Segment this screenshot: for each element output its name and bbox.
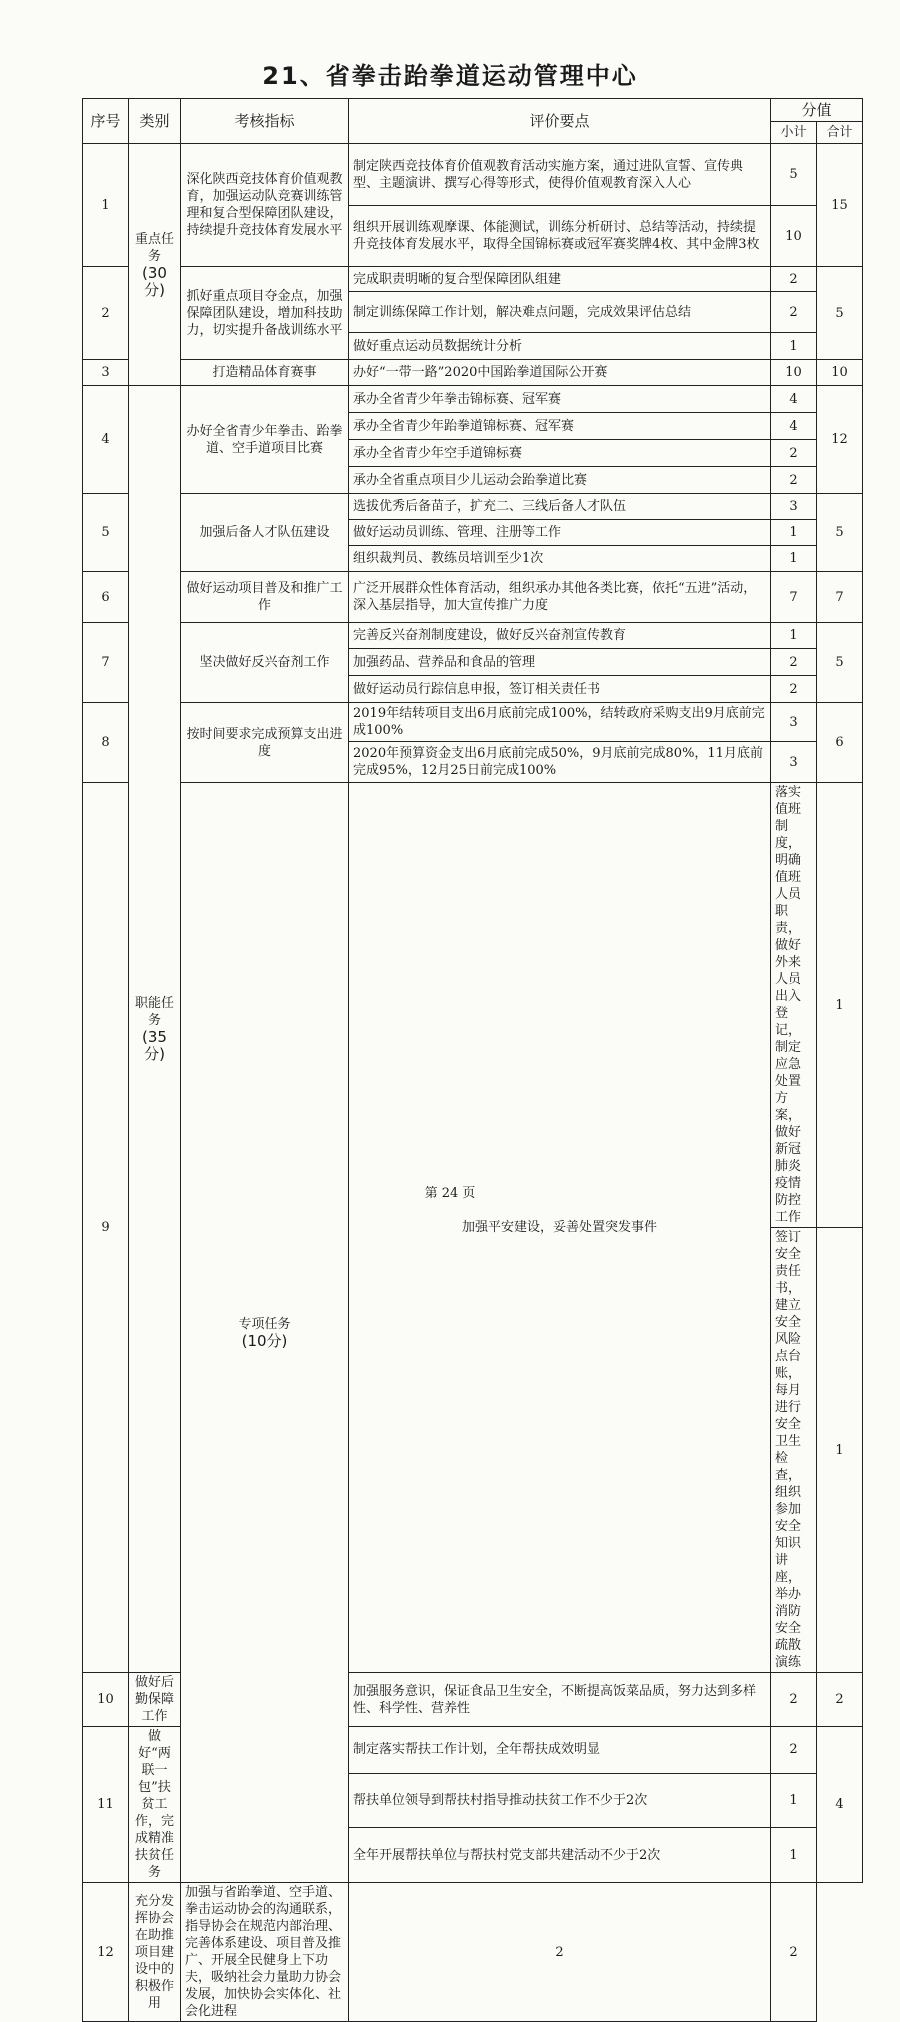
row-11-indicator: 做好“两联一包”扶贫工作，完成精准扶贫任务 <box>129 1727 181 1883</box>
category-key <box>129 144 181 386</box>
row-3-point-1: 办好“一带一路”2020中国跆拳道国际公开赛 <box>349 360 771 386</box>
row-2-point-1-score: 2 <box>771 267 817 292</box>
row-2-point-2: 制定训练保障工作计划，解决难点问题，完成效果评估总结 <box>349 292 771 333</box>
row-7-indicator: 坚决做好反兴奋剂工作 <box>181 623 349 703</box>
row-6-seq: 6 <box>83 572 129 623</box>
category-func-score: (35分) <box>142 1028 167 1063</box>
row-4-point-4: 承办全省重点项目少儿运动会跆拳道比赛 <box>349 467 771 494</box>
row-9-point-1: 落实值班制度，明确值班人员职责，做好外来人员出入登记，制定应急处置方案，做好新冠肺炎疫情防控工作 <box>771 783 817 1228</box>
row-9-point-1-score: 1 <box>817 783 863 1228</box>
category-func <box>129 386 181 1673</box>
row-7-point-2-score: 2 <box>771 649 817 676</box>
row-1-point-2-score: 10 <box>771 206 817 267</box>
row-2-point-1: 完成职责明晰的复合型保障团队组建 <box>349 267 771 292</box>
row-10-indicator: 做好后勤保障工作 <box>129 1673 181 1727</box>
row-11-point-1-score: 2 <box>771 1727 817 1774</box>
row-8-point-2: 2020年预算资金支出6月底前完成50%，9月底前完成80%，11月底前完成95%，12月25日前完成100% <box>349 742 771 783</box>
row-4-point-1-score: 4 <box>771 386 817 413</box>
row-4-point-2: 承办全省青少年跆拳道锦标赛、冠军赛 <box>349 413 771 440</box>
row-6-indicator: 做好运动项目普及和推广工作 <box>181 572 349 623</box>
row-4-total: 12 <box>817 386 863 494</box>
row-4-point-4-score: 2 <box>771 467 817 494</box>
row-4-seq: 4 <box>83 386 129 494</box>
header-seq: 序号 <box>83 99 129 144</box>
row-4-indicator: 办好全省青少年拳击、跆拳道、空手道项目比赛 <box>181 386 349 494</box>
row-9-indicator: 加强平安建设，妥善处置突发事件 <box>349 783 771 1673</box>
row-5-point-1: 选拔优秀后备苗子，扩充二、三线后备人才队伍 <box>349 494 771 520</box>
header-subtotal: 小计 <box>771 122 817 144</box>
row-1-indicator: 深化陕西竞技体育价值观教育，加强运动队竞赛训练管理和复合型保障团队建设，持续提升竞技体育发展水平 <box>181 144 349 267</box>
row-2-indicator: 抓好重点项目夺金点，加强保障团队建设，增加科技助力，切实提升备战训练水平 <box>181 267 349 360</box>
row-9-seq: 9 <box>83 783 129 1673</box>
row-11-point-3-score: 1 <box>771 1828 817 1883</box>
row-2-total: 5 <box>817 267 863 360</box>
row-7-point-3: 做好运动员行踪信息申报，签订相关责任书 <box>349 676 771 703</box>
row-2-point-3: 做好重点运动员数据统计分析 <box>349 333 771 360</box>
row-8-total: 6 <box>817 703 863 783</box>
header-points: 评价要点 <box>349 99 771 144</box>
row-6-total: 7 <box>817 572 863 623</box>
row-3-total: 10 <box>817 360 863 386</box>
row-10-seq: 10 <box>83 1673 129 1727</box>
row-7-seq: 7 <box>83 623 129 703</box>
row-4-point-3-score: 2 <box>771 440 817 467</box>
row-8-point-2-score: 3 <box>771 742 817 783</box>
page-number: 第 24 页 <box>424 1186 476 1201</box>
row-11-point-1: 制定落实帮扶工作计划，全年帮扶成效明显 <box>349 1727 771 1774</box>
row-5-point-3-score: 1 <box>771 546 817 572</box>
row-8-indicator: 按时间要求完成预算支出进度 <box>181 703 349 783</box>
header-indicator: 考核指标 <box>181 99 349 144</box>
row-10-total: 2 <box>817 1673 863 1727</box>
category-special-score: (10分) <box>241 1331 288 1350</box>
row-5-indicator: 加强后备人才队伍建设 <box>181 494 349 572</box>
header-category: 类别 <box>129 99 181 144</box>
header-score: 分值 <box>771 99 863 122</box>
category-special-name: 专项任务 <box>238 1316 291 1332</box>
row-6-point-1-score: 7 <box>771 572 817 623</box>
row-1-seq: 1 <box>83 144 129 267</box>
row-5-total: 5 <box>817 494 863 572</box>
row-2-point-3-score: 1 <box>771 333 817 360</box>
row-2-seq: 2 <box>83 267 129 360</box>
row-5-point-2: 做好运动员训练、管理、注册等工作 <box>349 520 771 546</box>
row-12-seq: 12 <box>83 1883 129 2022</box>
row-4-point-1: 承办全省青少年拳击锦标赛、冠军赛 <box>349 386 771 413</box>
category-func-name: 职能任务 <box>134 996 174 1028</box>
row-5-point-2-score: 1 <box>771 520 817 546</box>
row-7-total: 5 <box>817 623 863 703</box>
row-9-point-2: 签订安全责任书，建立安全风险点台账，每月进行安全卫生检查，组织参加安全知识讲座，举办消防安全疏散演练 <box>771 1228 817 1673</box>
row-9-point-2-score: 1 <box>817 1228 863 1673</box>
row-11-point-2: 帮扶单位领导到帮扶村指导推动扶贫工作不少于2次 <box>349 1773 771 1828</box>
row-5-seq: 5 <box>83 494 129 572</box>
header-total: 合计 <box>817 122 863 144</box>
category-special <box>181 783 349 1883</box>
row-5-point-3: 组织裁判员、教练员培训至少1次 <box>349 546 771 572</box>
document-title: 21、省拳击跆拳道运动管理中心 <box>262 62 638 90</box>
row-5-point-1-score: 3 <box>771 494 817 520</box>
row-6-point-1: 广泛开展群众性体育活动，组织承办其他各类比赛，依托“五进”活动，深入基层指导，加大宣传推广力度 <box>349 572 771 623</box>
row-4-point-3: 承办全省青少年空手道锦标赛 <box>349 440 771 467</box>
row-11-point-2-score: 1 <box>771 1773 817 1828</box>
row-10-point-1: 加强服务意识，保证食品卫生安全，不断提高饭菜品质，努力达到多样性、科学性、营养性 <box>349 1673 771 1727</box>
row-7-point-1-score: 1 <box>771 623 817 649</box>
row-2-point-2-score: 2 <box>771 292 817 333</box>
row-8-point-1: 2019年结转项目支出6月底前完成100%，结转政府采购支出9月底前完成100% <box>349 703 771 742</box>
row-7-point-3-score: 2 <box>771 676 817 703</box>
row-7-point-1: 完善反兴奋剂制度建设，做好反兴奋剂宣传教育 <box>349 623 771 649</box>
category-key-name: 重点任务 <box>134 231 174 264</box>
row-12-point-1: 加强与省跆拳道、空手道、拳击运动协会的沟通联系，指导协会在规范内部治理、完善体系建设、项目普及推广、开展全民健身上下功夫，吸纳社会力量助力协会发展，加快协会实体化、社会化进程 <box>181 1883 349 2022</box>
row-10-point-1-score: 2 <box>771 1673 817 1727</box>
row-1-point-2: 组织开展训练观摩课、体能测试，训练分析研讨、总结等活动，持续提升竞技体育发展水平，取得全国锦标赛或冠军赛奖牌4枚、其中金牌3枚 <box>349 206 771 267</box>
row-1-point-1-score: 5 <box>771 144 817 206</box>
assessment-table <box>82 98 863 2022</box>
row-11-seq: 11 <box>83 1727 129 1883</box>
row-12-total: 2 <box>771 1883 817 2022</box>
row-8-seq: 8 <box>83 703 129 783</box>
row-11-point-3: 全年开展帮扶单位与帮扶村党支部共建活动不少于2次 <box>349 1828 771 1883</box>
row-3-point-1-score: 10 <box>771 360 817 386</box>
row-4-point-2-score: 4 <box>771 413 817 440</box>
row-8-point-1-score: 3 <box>771 703 817 742</box>
row-11-total: 4 <box>817 1727 863 1883</box>
row-3-seq: 3 <box>83 360 129 386</box>
row-12-point-1-score: 2 <box>349 1883 771 2022</box>
row-1-point-1: 制定陕西竞技体育价值观教育活动实施方案，通过进队宣誓、宣传典型、主题演讲、撰写心得等形式，使得价值观教育深入人心 <box>349 144 771 206</box>
row-1-total: 15 <box>817 144 863 267</box>
row-7-point-2: 加强药品、营养品和食品的管理 <box>349 649 771 676</box>
row-3-indicator: 打造精品体育赛事 <box>181 360 349 386</box>
row-12-indicator: 充分发挥协会在助推项目建设中的积极作用 <box>129 1883 181 2022</box>
category-key-score: (30分) <box>142 263 167 299</box>
